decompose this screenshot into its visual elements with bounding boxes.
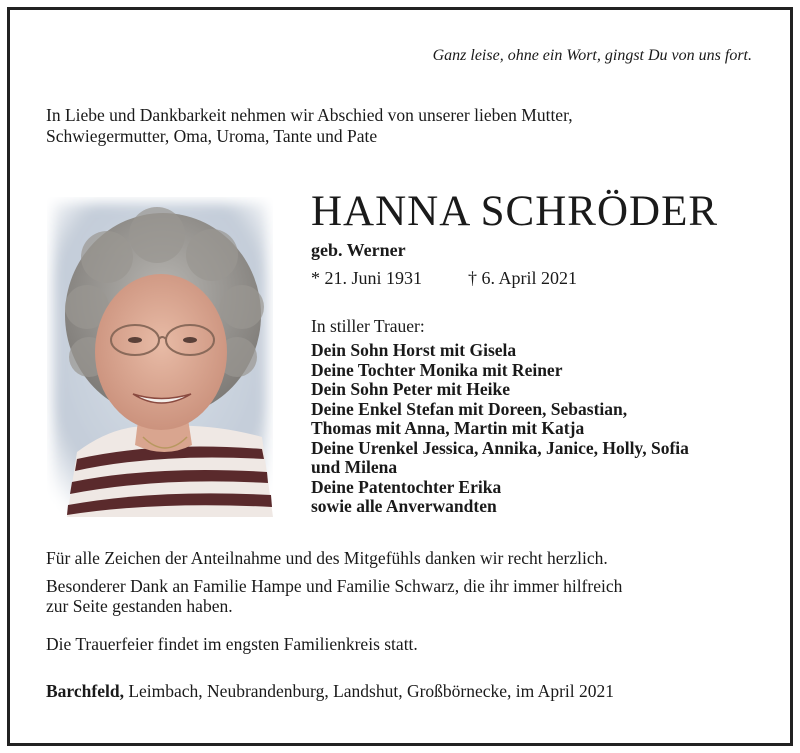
intro-line-1: In Liebe und Dankbarkeit nehmen wir Abschied von unserer lieben Mutter, (46, 105, 573, 125)
maiden-name: geb. Werner (311, 240, 406, 260)
mourner-line: Deine Patentochter Erika (311, 476, 502, 497)
mourner-line: Deine Urenkel Jessica, Annika, Janice, Holly, Sofia (311, 437, 689, 458)
motto-quote: Ganz leise, ohne ein Wort, gingst Du von uns fort. (432, 47, 752, 64)
mourner-line: Deine Enkel Stefan mit Doreen, Sebastian, (311, 398, 628, 419)
funeral-note: Die Trauerfeier findet im engsten Familienkreis statt. (46, 634, 418, 654)
mourner-line: Dein Sohn Peter mit Heike (311, 379, 510, 399)
place-rest: Leimbach, Neubrandenburg, Landshut, Großbörnecke, im April 2021 (123, 681, 614, 701)
mourner-line: und Milena (311, 457, 398, 477)
mourner-line: sowie alle Anverwandten (311, 496, 497, 516)
place-date-line (46, 681, 614, 702)
thanks-text: Für alle Zeichen der Anteilnahme und des Mitgefühls danken wir recht herzlich. (46, 548, 608, 568)
intro-text (46, 105, 573, 147)
mourner-line: Deine Tochter Monika mit Reiner (311, 359, 563, 380)
birth-date: * 21. Juni 1931 (311, 268, 423, 288)
deceased-name: HANNA SCHRÖDER (311, 188, 719, 235)
special-thanks-line-2: zur Seite gestanden haben. (46, 596, 233, 616)
mourner-line: Dein Sohn Horst mit Gisela (311, 340, 517, 360)
special-thanks (46, 576, 622, 616)
mourners-list (311, 341, 689, 517)
mourner-line: Thomas mit Anna, Martin mit Katja (311, 418, 585, 438)
mourners-heading: In stiller Trauer: (311, 316, 425, 336)
death-date: † 6. April 2021 (468, 268, 578, 288)
special-thanks-line-1: Besonderer Dank an Familie Hampe und Familie Schwarz, die ihr immer hilfreich (46, 576, 623, 596)
intro-line-2: Schwiegermutter, Oma, Uroma, Tante und Pate (46, 126, 378, 146)
place-main: Barchfeld, (46, 681, 124, 701)
portrait-photo (47, 197, 273, 517)
